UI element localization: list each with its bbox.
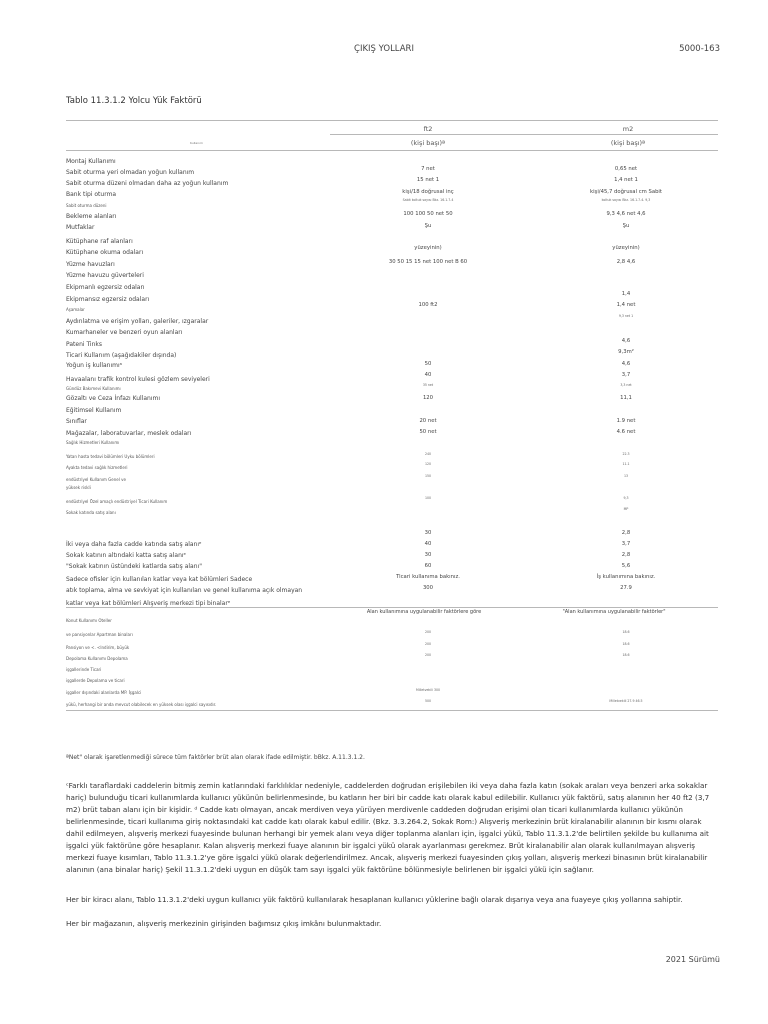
row-label: Yüzme havuzları — [66, 261, 115, 268]
row-value-m2: Şu — [622, 223, 630, 229]
row-label: Eğitimsel Kullanım — [66, 407, 122, 414]
row-value-m2: Milletvekili 27.9 46.5 — [609, 699, 643, 703]
row-value-ft2: Sabit koltuk sayısı Bkz. 16.1.7.4 — [402, 198, 454, 202]
row-value-ft2: 100 ft2 — [418, 302, 438, 308]
row-value-ft2: 50 — [424, 361, 432, 367]
subhead-col1: Alan kullanımına uygulanabilir faktörlere göre — [366, 609, 482, 615]
row-value-m2: 22.3 — [622, 452, 630, 456]
row-label: işgaller dışındaki alanlarda MP. İşgalci — [66, 690, 142, 695]
row-value-ft2: 500 — [424, 699, 432, 703]
row-value-ft2: 15 net 1 — [416, 177, 440, 183]
row-value-m2: 4.6 net — [616, 429, 636, 435]
row-label: Mutfaklar — [66, 224, 95, 231]
row-label: Sokak katında satış alanı — [66, 510, 116, 515]
row-label: Ayakta tedavi sağlık hizmetleri — [66, 465, 128, 470]
col1-subhead: (kişi başı)ª — [410, 139, 446, 147]
row-value-ft2: 240 — [424, 452, 432, 456]
row-value-m2: 11,1 — [620, 395, 632, 401]
edition-footer: 2021 Sürümü — [665, 955, 720, 964]
row-value-m2: 1,4 — [621, 291, 631, 297]
row-label: işgallerde Depolama ve ticari — [66, 678, 125, 683]
row-value-m2: 18.6 — [622, 630, 630, 634]
row-label: Gündüz Bakımevi Kullanımı — [66, 386, 121, 391]
table-head-rule — [66, 150, 718, 151]
row-label: Konut Kullanımı Oteller — [66, 618, 112, 623]
row-value-ft2: yüzeyinin) — [414, 245, 442, 251]
row-label: Mağazalar, laboratuvarlar, meslek odaları — [66, 430, 192, 437]
row-label: Sınıflar — [66, 418, 87, 425]
row-value-m2: 5,6 — [621, 563, 631, 569]
row-value-ft2: 35 net — [422, 383, 434, 387]
row-value-ft2: Ticari kullanıma bakınız. — [396, 574, 460, 580]
row-value-ft2: 100 — [424, 496, 432, 500]
row-label: Yoğun iş kullanımıᵃ — [66, 362, 122, 369]
row-label: İki veya daha fazla cadde katında satış alanıᵉ — [66, 541, 202, 548]
row-value-ft2: 100 100 50 net 50 — [403, 211, 453, 217]
row-value-m2: MP — [623, 507, 629, 511]
row-label: Aydınlatma ve erişim yolları, galeriler, ızgaralar — [66, 318, 209, 325]
row-label: Bank tipi oturma — [66, 191, 117, 198]
row-value-m2: 9,3m² — [618, 349, 634, 355]
col2-subhead: (kişi başı)ª — [610, 139, 646, 147]
table-footnote: ªNet" olarak işaretlenmediği sürece tüm faktörler brüt alan olarak ifade edilmiştir. bBkz. A.11.3.1.2. — [66, 754, 365, 761]
row-value-ft2: 120 — [422, 395, 434, 401]
row-value-m2: 11.1 — [622, 462, 630, 466]
row-value-ft2: 300 — [422, 585, 434, 591]
page-number: 5000-163 — [679, 44, 720, 54]
table-mid-rule — [66, 607, 718, 608]
row-value-m2: 2,8 — [621, 530, 631, 536]
row-label: Kütüphane okuma odaları — [66, 249, 144, 256]
row-value-m2: 9,3 — [623, 496, 629, 500]
row-value-m2: 18.6 — [622, 642, 630, 646]
row-label: endüstriyel Kullanım Genel ve — [66, 477, 126, 482]
row-label: Pansiyon ve <. <lndirim, büyük — [66, 645, 130, 650]
paragraph-notes: ᶜFarklı taraflardaki caddelerin bitmiş zemin katlarındaki farklılıklar nedeniyle, caddelerden doğrudan erişilebilen iki veya daha fazla katın (sokak araları veya benzeri arka sokaklar hariç) bulunduğu ticari kullanımlarda kullanıcı yükünün belirlenmesinde, bu katların her biri bir cadde katı olarak kabul edilebilir. Kullanıcı yük faktörü, satış alanının her 40 ft2 (3,7 m2) brüt taban alanı için bir kişidir. ᵈ Cadde katı olmayan, ancak merdiven veya yürüyen merdivenle caddeden doğrudan erişimi olan ticari kullanımlarda kullanıcı yükünün belirlenmesinde, ticari kullanıma giriş noktasındaki kat cadde katı olarak kabul edilir. (Bkz. 3.3.264.2, Sokak Rom:) Alışveriş merkezinin brüt kiralanabilir alanının bir kısmı olarak dahil edilmeyen, alışveriş merkezi fuayesinde bulunan herhangi bir yemek alanı veya diğer toplanma alanları için, işgalci yükü, Tablo 11.3.1.2'de belirtilen şekilde bu kullanıma ait işgalci yük faktörüne göre hesaplanır. Kalan alışveriş merkezi fuaye alanının bir işgalci yükü olarak ayarlanması gerekmez. Brüt kiralanabilir alan olarak kullanılmayan alışveriş merkezi fuaye kısımları, Tablo 11.3.1.2'ye göre işgalci yükü olarak değerlendirilmez. Ancak, alışveriş merkezi fuayesinden çıkış yolları, alışveriş merkezi binasının brüt kiralanabilir alanının (ana binalar hariç) Şekil 11.3.1.2'deki uygun en düşük tam sayı işgalci yük faktörüne bölünmesiyle belirlenen bir işgalci yükü için sağlanır. — [66, 781, 710, 874]
row-value-ft2: 30 — [424, 552, 432, 558]
row-label: Ekipmansız egzersiz odaları — [66, 296, 150, 303]
row-label: Bekleme alanları — [66, 213, 117, 220]
unit-column-label: Kullanım — [190, 141, 203, 145]
row-label: Sağlık Hizmetleri Kullanımı — [66, 440, 120, 445]
row-value-m2: koltuk sayısı Bkz. 16.1.7.4. 9,3 — [601, 198, 651, 202]
column-head-rule — [330, 134, 718, 135]
row-label: Kumarhaneler ve benzeri oyun alanları — [66, 329, 183, 336]
row-value-m2: 3,7 — [621, 372, 631, 378]
col1-head: ft2 — [423, 125, 433, 133]
row-value-m2: 0,65 net — [614, 166, 638, 172]
row-value-ft2: 7 net — [421, 166, 435, 172]
row-label: Montaj Kullanımı — [66, 158, 116, 165]
row-label: ve pansiyonlar Apartman binaları — [66, 632, 133, 637]
row-label: Yüzme havuzu güverteleri — [66, 272, 144, 279]
row-value-m2: 4,6 — [621, 361, 631, 367]
table-title: Tablo 11.3.1.2 Yolcu Yük Faktörü — [66, 96, 202, 106]
row-label: Sabit oturma yeri olmadan yoğun kullanım — [66, 169, 195, 176]
row-value-m2: 13 — [623, 474, 629, 478]
row-value-ft2: 50 net — [419, 429, 437, 435]
row-label: Sabit oturma düzeni — [66, 203, 107, 208]
row-value-ft2: 200 — [424, 642, 432, 646]
row-value-m2: 9,3 4,6 net 4,6 — [606, 211, 646, 217]
row-value-ft2: 150 — [424, 474, 432, 478]
row-label: Pateni Tinks — [66, 341, 102, 348]
row-label: Yatan hasta tedavi bölümleri Uyku bölümleri — [66, 454, 155, 459]
row-label: Havaalanı trafik kontrol kulesi gözlem seviyeleri — [66, 376, 210, 383]
row-label: Kütüphane raf alanları — [66, 238, 133, 245]
row-value-ft2: 200 — [424, 653, 432, 657]
row-value-ft2: Şu — [424, 223, 432, 229]
row-value-ft2: 30 50 15 15 net 100 net B 60 — [388, 259, 468, 265]
running-header-title: ÇIKIŞ YOLLARI — [354, 44, 414, 54]
row-value-m2: 1,4 net — [616, 302, 636, 308]
row-label: Gözaltı ve Ceza İnfazı Kullanımı — [66, 395, 161, 402]
row-value-m2: 27.9 — [620, 585, 632, 591]
row-value-m2: kişi/45,7 doğrusal cm Sabit — [590, 189, 662, 195]
row-value-m2: 3,7 — [621, 541, 631, 547]
table-top-rule — [66, 120, 718, 121]
row-value-m2: 18.6 — [622, 653, 630, 657]
row-value-ft2: 40 — [424, 372, 432, 378]
row-label: yüksek riskli — [66, 485, 91, 490]
col2-head: m2 — [622, 125, 634, 133]
row-label: Sokak katının altındaki katta satış alanıᵉ — [66, 552, 187, 559]
row-label: "Sokak katının üstündeki katlarda satış alanı" — [66, 563, 202, 570]
row-value-ft2: 40 — [424, 541, 432, 547]
row-label: endüstriyel Özel amaçlı endüstriyel Ticari Kullanım — [66, 499, 168, 504]
row-value-ft2: 60 — [424, 563, 432, 569]
row-value-m2: 2,8 4,6 — [616, 259, 636, 265]
row-value-ft2: 120 — [424, 462, 432, 466]
row-value-ft2: kişi/18 doğrusal inç — [402, 189, 454, 195]
row-value-m2: yüzeyinin) — [612, 245, 640, 251]
table-bottom-rule — [66, 710, 718, 711]
row-label: Aşamalar — [66, 307, 85, 312]
row-value-ft2: 200 — [424, 630, 432, 634]
row-value-ft2: 20 net — [419, 418, 437, 424]
row-label: Sadece ofisler için kullanılan katlar veya kat bölümleri Sadece — [66, 576, 253, 583]
row-label: Depolama Kullanımı Depolama — [66, 656, 128, 661]
row-label: Ticari Kullanım (aşağıdakiler dışında) — [66, 352, 177, 359]
row-label: Ekipmanlı egzersiz odaları — [66, 284, 145, 291]
paragraph-store-egress: Her bir mağazanın, alışveriş merkezinin girişinden bağımsız çıkış imkânı bulunmaktadır. — [66, 919, 382, 928]
row-label: atık toplama, alma ve sevkiyat için kullanılan ve genel kullanıma açık olmayan — [66, 587, 303, 594]
row-value-ft2: 30 — [424, 530, 432, 536]
row-label: işgallerinde Ticari — [66, 667, 102, 672]
row-value-m2: 3,3 net — [620, 383, 632, 387]
row-value-m2: İş kullanımına bakınız. — [596, 574, 656, 580]
row-value-m2: 1,4 net 1 — [614, 177, 638, 183]
row-value-m2: 4,6 — [621, 338, 631, 344]
row-value-m2: 2,8 — [621, 552, 631, 558]
row-value-m2: 9,3 net 1 — [618, 314, 634, 318]
row-label: Sabit oturma düzeni olmadan daha az yoğun kullanım — [66, 180, 229, 187]
row-label: yükü, herhangi bir anda mevcut olabilecek en yüksek olası işgalci sayısıdır. — [66, 702, 217, 707]
row-value-m2: 1.9 net — [616, 418, 636, 424]
subhead-col2: "Alan kullanımına uygulanabilir faktörler" — [562, 609, 666, 615]
paragraph-tenant-egress: Her bir kiracı alanı, Tablo 11.3.1.2'deki uygun kullanıcı yük faktörü kullanılarak hesaplanan kullanıcı yüklerine bağlı olarak dışarıya veya ana fuayeye çıkış yollarına sahiptir. — [66, 895, 683, 904]
row-value-ft2: Milletvekili 300 — [415, 688, 441, 692]
row-label: katlar veya kat bölümleri Alışveriş merkezi tipi binalarᵉ — [66, 600, 231, 607]
